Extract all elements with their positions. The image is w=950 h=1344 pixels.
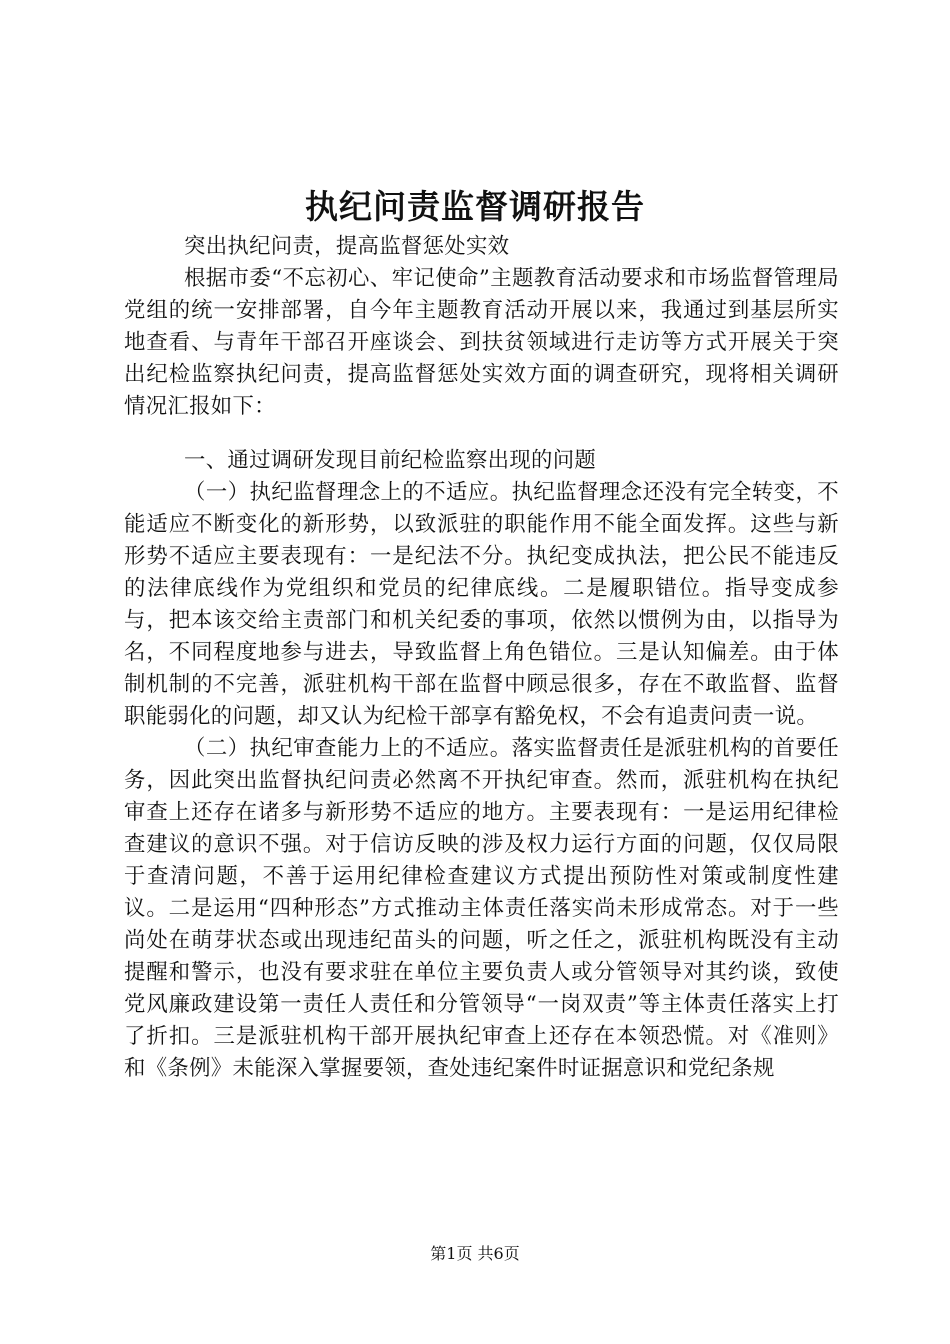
- section-heading: 一、通过调研发现目前纪检监察出现的问题: [184, 448, 597, 473]
- page-footer: 第1页 共6页: [430, 1244, 520, 1263]
- subtitle-paragraph: 突出执纪问责，提高监督惩处实效: [184, 234, 510, 259]
- paragraph-spacer: [124, 423, 839, 445]
- intro-paragraph: 根据市委“不忘初心、牢记使命”主题教育活动要求和市场监督管理局党组的统一安排部署，自今年主题教育活动开展以来，我通过到基层所实地查看、与青年干部召开座谈会、到扶贫领域进行走访等方式开展关于突出纪检监察执纪问责，提高监督惩处实效方面的调查研究，现将相关调研情况汇报如下：: [124, 266, 839, 419]
- section-paragraph-2: （二）执纪审查能力上的不适应。落实监督责任是派驻机构的首要任务，因此突出监督执纪问责必然离不开执纪审查。然而，派驻机构在执纪审查上还存在诸多与新形势不适应的地方。主要表现有：一是运用纪律检查建议的意识不强。对于信访反映的涉及权力运行方面的问题，仅仅局限于查清问题，不善于运用纪律检查建议方式提出预防性对策或制度性建议。二是运用“四种形态”方式推动主体责任落实尚未形成常态。对于一些尚处在萌芽状态或出现违纪苗头的问题，听之任之，派驻机构既没有主动提醒和警示，也没有要求驻在单位主要负责人或分管领导对其约谈，致使党风廉政建设第一责任人责任和分管领导“一岗双责”等主体责任落实上打了折扣。三是派驻机构干部开展执纪审查上还存在本领恐慌。对《准则》和《条例》未能深入掌握要领，查处违纪案件时证据意识和党纪条规: [124, 736, 839, 1081]
- section-paragraph-1: （一）执纪监督理念上的不适应。执纪监督理念还没有完全转变，不能适应不断变化的新形势，以致派驻的职能作用不能全面发挥。这些与新形势不适应主要表现有：一是纪法不分。执纪变成执法，把公民不能违反的法律底线作为党组织和党员的纪律底线。二是履职错位。指导变成参与，把本该交给主责部门和机关纪委的事项，依然以惯例为由，以指导为名，不同程度地参与进去，导致监督上角色错位。三是认知偏差。由于体制机制的不完善，派驻机构干部在监督中顾忌很多，存在不敢监督、监督职能弱化的问题，却又认为纪检干部享有豁免权，不会有追责问责一说。: [124, 480, 839, 729]
- document-body: [124, 231, 839, 1085]
- document-title: 执纪问责监督调研报告: [305, 187, 645, 226]
